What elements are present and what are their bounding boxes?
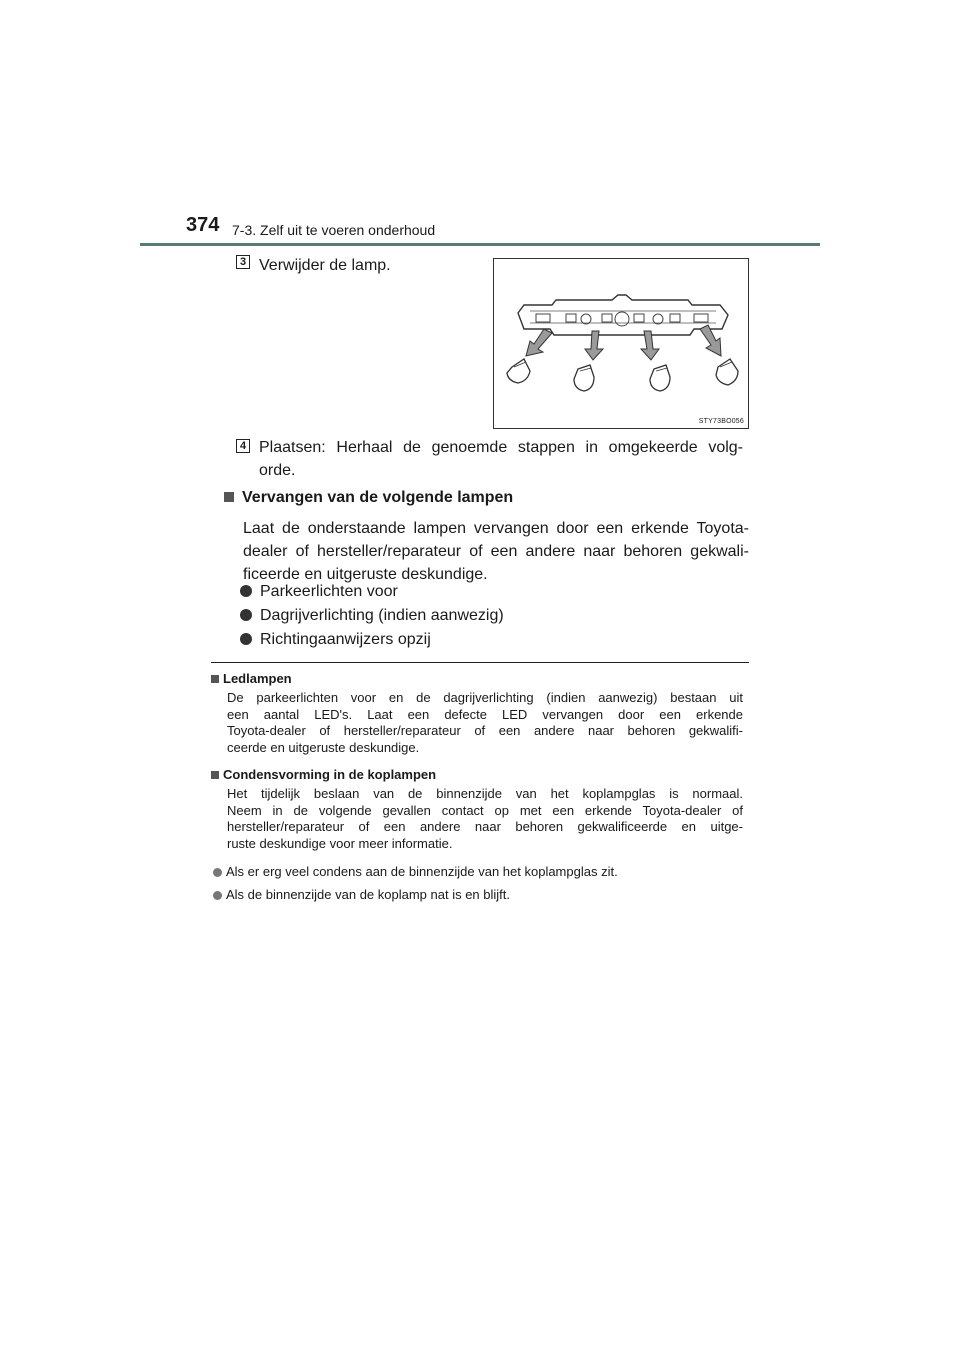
note-body-condensvorming — [227, 786, 743, 852]
round-bullet-icon — [213, 891, 222, 900]
square-bullet-icon — [211, 771, 219, 779]
figure-code: STY73BO056 — [698, 418, 744, 425]
note-list-item — [213, 887, 510, 904]
list-item — [240, 628, 504, 652]
round-bullet-icon — [240, 609, 252, 621]
page-number: 374 — [186, 214, 220, 236]
replacement-heading — [224, 486, 513, 509]
lamp-list — [240, 578, 504, 652]
round-bullet-icon — [240, 633, 252, 645]
note-heading-ledlampen — [211, 671, 292, 686]
list-item-text: Richtingaanwijzers opzij — [260, 631, 431, 648]
step-4-text-line-2: orde. — [259, 462, 296, 479]
note-list-item — [213, 864, 618, 881]
list-item — [240, 604, 504, 628]
square-bullet-icon — [224, 492, 234, 502]
round-bullet-icon — [240, 585, 252, 597]
replacement-paragraph-line-2: dealer of hersteller/reparateur of een andere naar behoren gekwali- — [243, 543, 749, 560]
header-divider — [140, 243, 820, 246]
list-item-text: Parkeerlichten voor — [260, 583, 398, 600]
note-list-item-text: Als er erg veel condens aan de binnenzijde van het koplampglas zit. — [226, 864, 618, 879]
lamp-bracket-drawing — [494, 259, 750, 430]
list-item-text: Dagrijverlichting (indien aanwezig) — [260, 607, 504, 624]
note-line: Neem in de volgende gevallen contact op met een erkende Toyota-dealer of — [227, 802, 743, 818]
step-3-text: Verwijder de lamp. — [259, 257, 391, 274]
note-line: De parkeerlichten voor en de dagrijverlichting (indien aanwezig) bestaan uit — [227, 690, 743, 705]
note-heading-text: Condensvorming in de koplampen — [223, 767, 437, 782]
note-heading-text: Ledlampen — [223, 671, 292, 686]
replacement-heading-text: Vervangen van de volgende lampen — [242, 489, 514, 506]
replacement-paragraph-line-3: ficeerde en uitgeruste deskundige. — [243, 566, 488, 583]
notes-divider — [211, 662, 749, 663]
note-heading-condensvorming — [211, 767, 436, 782]
note-line: een aantal LED's. Laat een defecte LED vervangen door een erkende — [227, 706, 743, 722]
note-body-ledlampen — [227, 690, 743, 756]
square-bullet-icon — [211, 675, 219, 683]
list-item — [240, 580, 504, 604]
section-title: 7-3. Zelf uit te voeren onderhoud — [232, 222, 436, 238]
note-line: ceerde en uitgeruste deskundige. — [227, 739, 420, 755]
lamp-removal-illustration — [493, 258, 749, 429]
replacement-paragraph-line-1: Laat de onderstaande lampen vervangen door een erkende Toyota- — [243, 520, 749, 537]
note-list-item-text: Als de binnenzijde van de koplamp nat is en blijft. — [226, 887, 511, 902]
note-line: ruste deskundige voor meer informatie. — [227, 835, 453, 851]
step-3-marker: 3 — [236, 255, 250, 269]
round-bullet-icon — [213, 868, 222, 877]
step-4-marker: 4 — [236, 439, 250, 453]
note-line: hersteller/reparateur of een andere naar behoren gekwalificeerde en uitge- — [227, 819, 743, 834]
note-line: Het tijdelijk beslaan van de binnenzijde van het koplampglas is normaal. — [227, 786, 743, 801]
note-line: Toyota-dealer of hersteller/reparateur of een andere naar behoren gekwalifi- — [227, 723, 743, 738]
step-4-text-line-1: Plaatsen: Herhaal de genoemde stappen in omgekeerde volg- — [259, 439, 743, 456]
